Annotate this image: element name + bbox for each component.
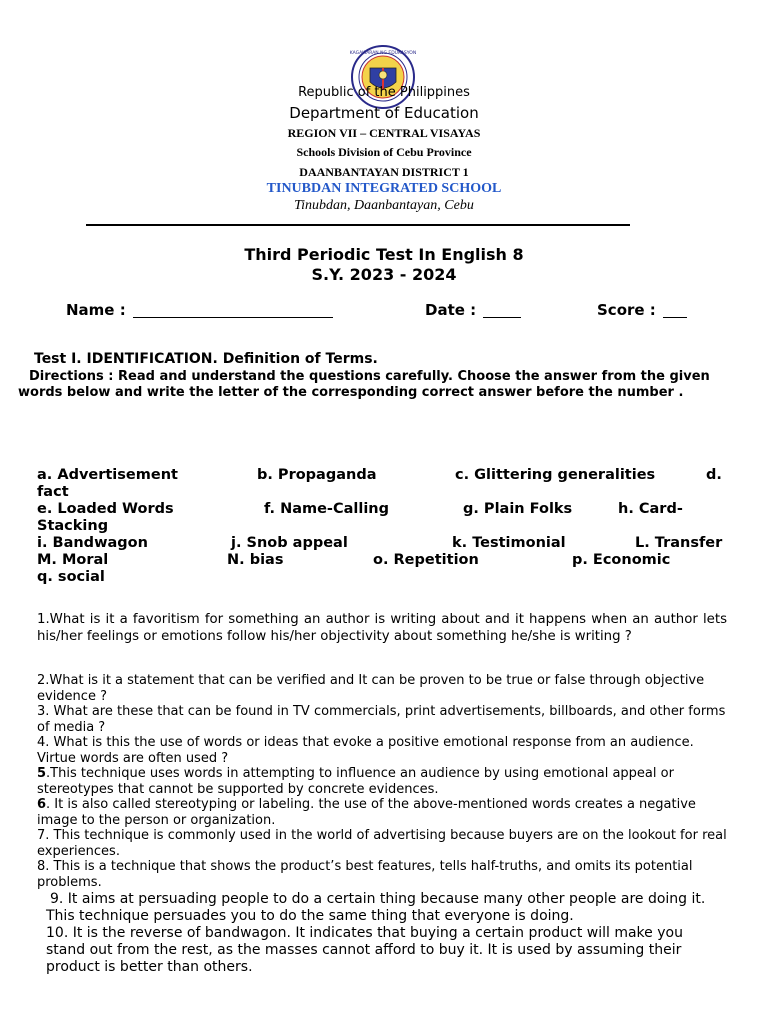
header-region: REGION VII – CENTRAL VISAYAS [287,126,481,140]
question-5-number: 5 [37,766,47,781]
question-6-text: . It is also called stereotyping or labeling. the use of the above-mentioned words creates a negative image to the person or organization. [37,797,696,828]
name-blank[interactable] [133,317,333,318]
question-6-number: 6 [37,797,47,812]
header-divider [86,224,630,226]
choice-o: o. Repetition [373,552,479,568]
svg-text:KAGAWARAN NG EDUKASYON: KAGAWARAN NG EDUKASYON [350,51,416,56]
question-8: 8. This is a technique that shows the product’s best features, tells half-truths, and omits its potential problems. [37,859,693,890]
test-title: Third Periodic Test In English 8 [244,245,524,264]
choice-g: g. Plain Folks [463,501,573,517]
choice-d-letter: d. [706,467,722,483]
choice-m: M. Moral [37,552,109,568]
choice-j: j. Snob appeal [231,535,348,551]
choice-c: c. Glittering generalities [455,467,656,483]
question-9: 9. It aims at persuading people to do a certain thing because many other people are doing it. This technique persuades you to do the same thing that everyone is doing. [46,891,706,924]
choice-k: k. Testimonial [452,535,566,551]
choice-q: q. social [37,569,105,585]
header-district: DAANBANTAYAN DISTRICT 1 [299,165,469,179]
choice-d: fact [37,484,69,500]
date-blank[interactable] [483,317,521,318]
school-year: S.Y. 2023 - 2024 [311,265,457,284]
question-10: 10. It is the reverse of bandwagon. It indicates that buying a certain product will make you stand out from the rest, as the masses cannot afford to buy it. It is used by assuming their product is better than others. [46,925,683,975]
header-address: Tinubdan, Daanbantayan, Cebu [294,198,474,213]
choice-h: Stacking [37,518,109,534]
test-heading: Test I. IDENTIFICATION. Definition of Terms. [34,351,378,367]
question-5 [37,766,727,797]
header-division: Schools Division of Cebu Province [296,145,472,159]
question-5-text: .This technique uses words in attempting to influence an audience by using emotional appeal or stereotypes that cannot be supported by concrete evidences. [37,766,674,797]
question-1: 1.What is it a favoritism for something an author is writing about and it happens when an author lets his/her feelings or emotions follow his/her objectivity about something he/she is writing ? [37,612,727,644]
question-6 [37,797,727,828]
choice-b: b. Propaganda [257,467,377,483]
choice-p: p. Economic [572,552,671,568]
score-blank[interactable] [663,317,687,318]
header-department: Department of Education [289,104,479,122]
question-2: 2.What is it a statement that can be verified and It can be proven to be true or false through objective evidence ? [37,673,705,704]
choice-l: L. Transfer [635,535,723,551]
deped-seal-icon [350,44,416,110]
choice-a: a. Advertisement [37,467,178,483]
choice-e: e. Loaded Words [37,501,174,517]
name-label: Name : [66,301,126,319]
question-3: 3. What are these that can be found in TV commercials, print advertisements, billboards, and other forms of media ? [37,704,726,735]
choice-n: N. bias [227,552,284,568]
question-7: 7. This technique is commonly used in the world of advertising because buyers are on the lookout for real experiences. [37,828,727,859]
date-label: Date : [425,301,477,319]
header-republic: Republic of the Philippines [298,85,470,100]
choice-i: i. Bandwagon [37,535,148,551]
choice-f: f. Name-Calling [264,501,389,517]
score-label: Score : [597,301,656,319]
directions: Directions : Read and understand the questions carefully. Choose the answer from the given words below and write the letter of the corresponding correct answer before the number . [18,369,710,400]
header-school: TINUBDAN INTEGRATED SCHOOL [266,181,502,196]
question-4: 4. What is this the use of words or ideas that evoke a positive emotional response from an audience. Virtue words are often used ? [37,735,694,766]
choice-h-letter: h. Card- [618,501,683,517]
